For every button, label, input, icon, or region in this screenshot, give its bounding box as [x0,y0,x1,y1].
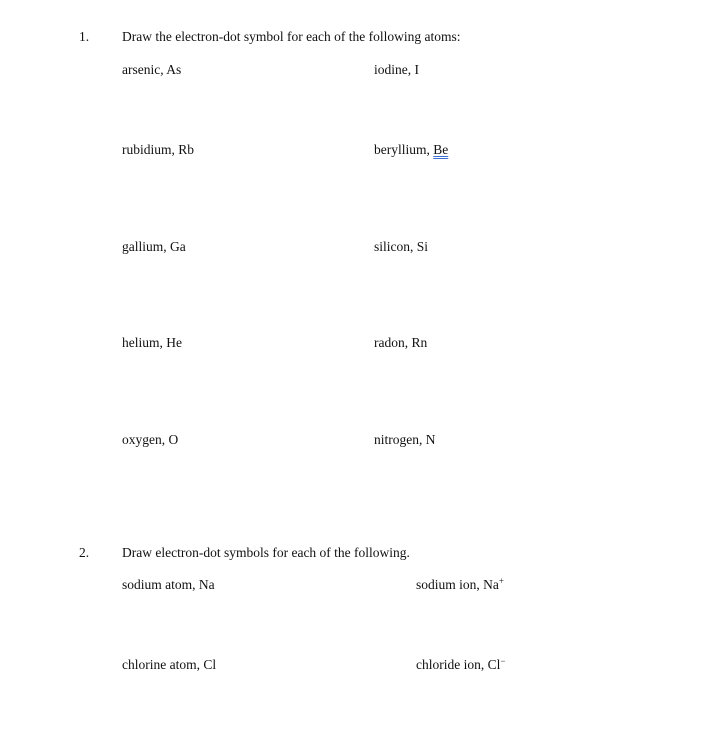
question-1-prompt: Draw the electron-dot symbol for each of the following atoms: [122,29,461,44]
item-chloride-ion-label: chloride ion, Cl [416,657,501,672]
item-nitrogen: nitrogen, N [374,432,436,447]
item-beryllium-label: beryllium, [374,142,434,157]
item-rubidium: rubidium, Rb [122,142,195,157]
item-chloride-ion [416,657,505,673]
item-silicon: silicon, Si [374,239,429,254]
item-iodine: iodine, I [374,62,419,77]
item-sodium-atom: sodium atom, Na [122,577,215,592]
item-sodium-ion-label: sodium ion, Na [416,577,499,592]
item-oxygen: oxygen, O [122,432,179,447]
item-beryllium [374,142,448,158]
question-2-number: 2. [79,545,90,560]
item-helium: helium, He [122,335,182,350]
item-chlorine-atom: chlorine atom, Cl [122,657,217,672]
question-2-prompt: Draw electron-dot symbols for each of the following. [122,545,410,560]
item-sodium-ion-charge: + [498,576,504,586]
item-arsenic: arsenic, As [122,62,182,77]
item-chloride-ion-charge: − [500,656,506,666]
question-1-number: 1. [79,29,90,44]
item-sodium-ion [416,577,504,593]
item-gallium: gallium, Ga [122,239,186,254]
item-beryllium-symbol: Be [433,142,449,157]
item-radon: radon, Rn [374,335,428,350]
